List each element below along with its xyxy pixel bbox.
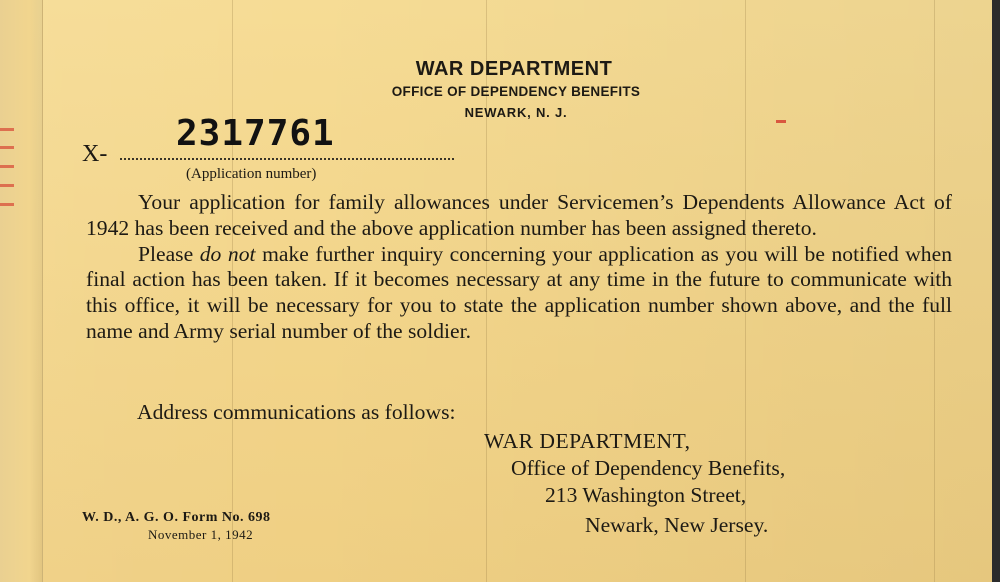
application-number-label: (Application number) bbox=[186, 166, 317, 182]
office-location: NEWARK, N. J. bbox=[464, 105, 568, 120]
paragraph-2-rest: make further inquiry concerning your application as you will be notified when final action has been taken. If it becomes necessary at any time in the future to communicate with this office, it will be necessary for you to state the application number shown above, and the full name and Army serial number of the soldier. bbox=[86, 241, 952, 343]
red-stamp-mark bbox=[0, 184, 14, 187]
form-date: November 1, 1942 bbox=[148, 527, 254, 542]
address-line-3: 213 Washington Street, bbox=[545, 483, 747, 507]
notice-paragraph-2 bbox=[86, 242, 952, 345]
application-number-line bbox=[120, 158, 454, 160]
red-stamp-mark bbox=[0, 165, 14, 168]
red-stamp-mark bbox=[0, 146, 14, 149]
application-prefix: X- bbox=[82, 141, 108, 167]
form-number: W. D., A. G. O. Form No. 698 bbox=[82, 510, 271, 525]
red-stamp-mark bbox=[0, 128, 14, 131]
address-line-4: Newark, New Jersey. bbox=[585, 513, 769, 537]
red-stamp-mark bbox=[776, 120, 786, 123]
red-stamp-mark bbox=[0, 203, 14, 206]
paragraph-2-start: Please bbox=[138, 241, 200, 266]
department-title: WAR DEPARTMENT bbox=[415, 58, 613, 80]
notice-body bbox=[86, 190, 952, 345]
address-line-2: Office of Dependency Benefits, bbox=[511, 456, 786, 480]
address-intro: Address communications as follows: bbox=[137, 400, 456, 424]
notice-paragraph-1: Your application for family allowances under Servicemen’s Dependents Allowance Act of 1942 has been received and the above application number has been assigned thereto. bbox=[86, 190, 952, 240]
paragraph-2-emphasis: do not bbox=[199, 241, 256, 266]
address-line-1: WAR DEPARTMENT, bbox=[484, 429, 691, 453]
application-number: 2317761 bbox=[176, 113, 335, 154]
office-title: OFFICE OF DEPENDENCY BENEFITS bbox=[391, 84, 641, 99]
